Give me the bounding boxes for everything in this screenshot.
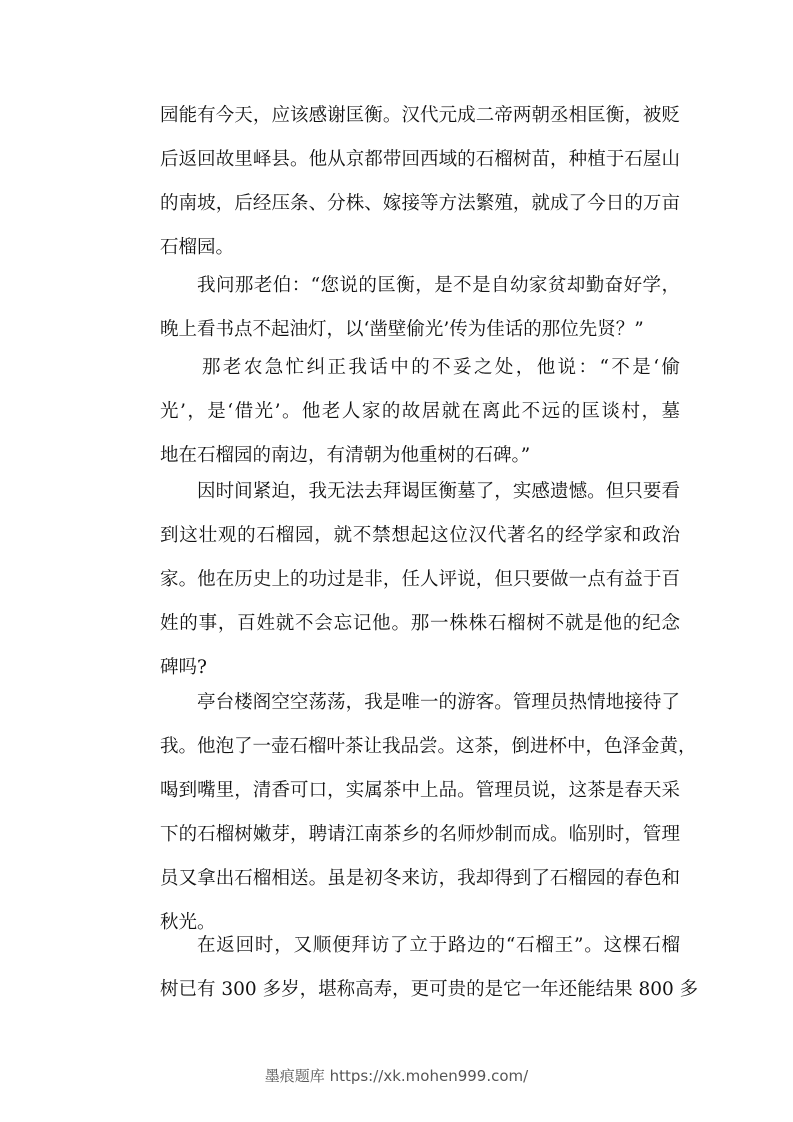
paragraph-6 (160, 924, 699, 1012)
paragraph-2 (160, 264, 680, 352)
footer-watermark: 墨痕题库 https://xk.mohen999.com/ (264, 1067, 529, 1085)
text-line: 园能有今天，应该感谢匡衡。汉代元成二帝两朝丞相匡衡，被贬 (160, 105, 680, 126)
paragraph-5 (160, 681, 697, 945)
text-line: 碑吗? (160, 657, 207, 678)
text-line: 树已有 300 多岁，堪称高寿，更可贵的是它一年还能结果 800 多 (160, 979, 699, 1000)
text-line: 喝到嘴里，清香可口，实属茶中上品。管理员说，这茶是春天采 (160, 780, 680, 801)
text-line: 亭台楼阁空空荡荡，我是唯一的游客。管理员热情地接待了 (197, 692, 680, 713)
text-line: 我。他泡了一壶石榴叶茶让我品尝。这茶，倒进杯中，色泽金黄， (160, 736, 697, 757)
text-line: 下的石榴树嫩芽，聘请江南茶乡的名师炒制而成。临别时，管理 (160, 824, 680, 845)
text-line: 到这壮观的石榴园，就不禁想起这位汉代著名的经学家和政治 (160, 525, 680, 546)
text-line: 因时间紧迫，我无法去拜谒匡衡墓了，实感遗憾。但只要看 (197, 481, 680, 502)
text-line: 石榴园。 (160, 237, 235, 258)
text-line: 在返回时，又顺便拜访了立于路边的“石榴王”。这棵石榴 (197, 935, 680, 956)
text-line: 秋光。 (160, 912, 216, 933)
text-line: 的南坡，后经压条、分株、嫁接等方法繁殖，就成了今日的万亩 (160, 193, 680, 214)
text-line: 晚上看书点不起油灯，以‘凿壁偷光’传为佳话的那位先贤？” (160, 319, 644, 340)
text-line: 光’，是‘借光’。他老人家的故居就在离此不远的匡谈村，墓 (160, 401, 680, 422)
text-line: 后返回故里峄县。他从京都带回西域的石榴树苗，种植于石屋山 (160, 149, 680, 170)
text-line: 我问那老伯：“您说的匡衡，是不是自幼家贫却勤奋好学， (197, 275, 680, 296)
text-line: 姓的事，百姓就不会忘记他。那一株株石榴树不就是他的纪念 (160, 613, 680, 634)
text-line: 地在石榴园的南边，有清朝为他重树的石碑。” (160, 445, 531, 466)
paragraph-4 (160, 470, 680, 690)
text-line: 那老农急忙纠正我话中的不妥之处，他说：“不是‘偷 (202, 357, 680, 378)
text-line: 员又拿出石榴相送。虽是初冬来访，我却得到了石榴园的春色和 (160, 868, 680, 889)
text-line: 家。他在历史上的功过是非，任人评说，但只要做一点有益于百 (160, 569, 680, 590)
paragraph-1 (160, 94, 680, 270)
paragraph-3 (160, 346, 680, 478)
